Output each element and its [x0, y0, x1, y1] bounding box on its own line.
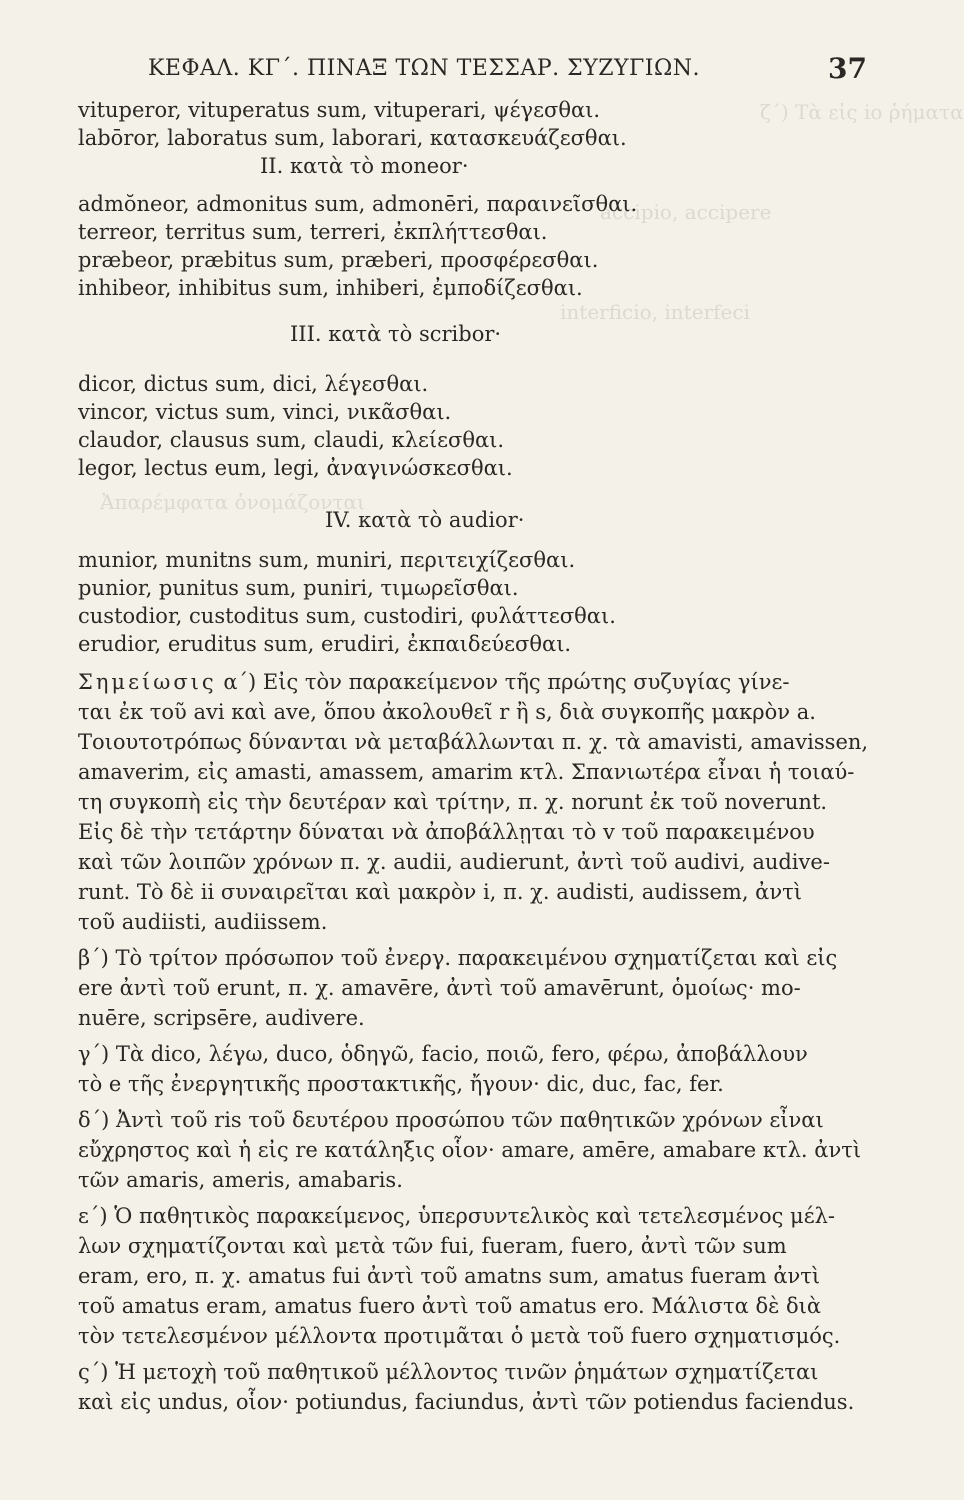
show-through-text: ζ΄) Τὰ εἰς io ῥήματα [760, 100, 964, 124]
notes-line: ς΄) Ἡ μετοχὴ τοῦ παθητικοῦ μέλλοντος τινῶν ῥημάτων σχηματίζεται [78, 1360, 819, 1384]
notes-first-line [78, 668, 789, 696]
notes-line: amaverim, εἰς amasti, amassem, amarim κτλ. Σπανιωτέρα εἶναι ἡ τοιαύ- [78, 760, 855, 784]
notes-label: Σημείωσις [78, 670, 217, 694]
conjugation-line: legor, lectus eum, legi, ἀναγινώσκεσθαι. [78, 456, 513, 480]
section-heading-3: III. κατὰ τὸ scribor· [290, 322, 502, 346]
conjugation-line: dicor, dictus sum, dici, λέγεσθαι. [78, 372, 429, 396]
notes-line: Τοιουτοτρόπως δύνανται νὰ μεταβάλλωνται π. χ. τὰ amavisti, amavissen, [78, 730, 869, 754]
notes-line: τὸν τετελεσμένον μέλλοντα προτιμᾶται ὁ μετὰ τοῦ fuero σχηματισμός. [78, 1324, 841, 1348]
notes-line: β΄) Τὸ τρίτον πρόσωπον τοῦ ἐνεργ. παρακειμένου σχηματίζεται καὶ εἰς [78, 946, 838, 970]
notes-line: τοῦ amatus eram, amatus fuero ἀντὶ τοῦ amatus ero. Μάλιστα δὲ διὰ [78, 1294, 822, 1318]
notes-line: τῶν amaris, ameris, amabaris. [78, 1168, 403, 1192]
conjugation-line: vincor, victus sum, vinci, νικᾶσθαι. [78, 400, 452, 424]
conjugation-line: admŏneor, admonitus sum, admonēri, παραινεῖσθαι. [78, 192, 638, 216]
notes-line: λων σχηματίζονται καὶ μετὰ τῶν fui, fueram, fuero, ἀντὶ τῶν sum [78, 1234, 787, 1258]
conjugation-line: munior, munitns sum, muniri, περιτειχίζεσθαι. [78, 548, 576, 572]
conjugation-line: præbeor, præbitus sum, præberi, προσφέρεσθαι. [78, 248, 599, 272]
notes-line: ere ἀντὶ τοῦ erunt, π. χ. amavēre, ἀντὶ τοῦ amavērunt, ὁμοίως· mo- [78, 976, 801, 1000]
notes-line: runt. Τὸ δὲ ii συναιρεῖται καὶ μακρὸν i, π. χ. audisti, audissem, ἀντὶ [78, 880, 802, 904]
conjugation-line: erudior, eruditus sum, erudiri, ἐκπαιδεύεσθαι. [78, 632, 572, 656]
conjugation-line: claudor, clausus sum, claudi, κλείεσθαι. [78, 428, 505, 452]
notes-line: καὶ εἰς undus, οἷον· potiundus, faciundus, ἀντὶ τῶν potiendus faciendus. [78, 1390, 855, 1414]
show-through-text: Ἀπαρέμφατα ὀνομάζονται [100, 490, 365, 514]
section-heading-4: IV. κατὰ τὸ audior· [325, 508, 525, 532]
conjugation-line: labōror, laboratus sum, laborari, κατασκευάζεσθαι. [78, 126, 627, 150]
page-number: 37 [828, 52, 867, 85]
notes-line: α΄) Εἰς τὸν παρακείμενον τῆς πρώτης συζυγίας γίνε- [223, 670, 790, 694]
notes-line: Εἰς δὲ τὴν τετάρτην δύναται νὰ ἀποβάλλῃται τὸ v τοῦ παρακειμένου [78, 820, 815, 844]
notes-line: nuēre, scripsēre, audivere. [78, 1006, 365, 1030]
notes-line: δ΄) Ἀντὶ τοῦ ris τοῦ δευτέρου προσώπου τῶν παθητικῶν χρόνων εἶναι [78, 1108, 824, 1132]
show-through-text: interficio, interfeci [560, 300, 750, 324]
notes-line: τη συγκοπὴ εἰς τὴν δευτέραν καὶ τρίτην, π. χ. norunt ἐκ τοῦ noverunt. [78, 790, 828, 814]
notes-line: καὶ τῶν λοιπῶν χρόνων π. χ. audii, audierunt, ἀντὶ τοῦ audivi, audive- [78, 850, 830, 874]
section-heading-2: II. κατὰ τὸ moneor· [260, 154, 469, 178]
notes-line: τοῦ audiisti, audiissem. [78, 910, 328, 934]
conjugation-line: punior, punitus sum, puniri, τιμωρεῖσθαι. [78, 576, 519, 600]
notes-line: ται ἐκ τοῦ avi καὶ ave, ὅπου ἀκολουθεῖ r ἢ s, διὰ συγκοπῆς μακρὸν a. [78, 700, 816, 724]
conjugation-line: vituperor, vituperatus sum, vituperari, ψέγεσθαι. [78, 98, 601, 122]
conjugation-line: custodior, custoditus sum, custodiri, φυλάττεσθαι. [78, 604, 616, 628]
running-header: ΚΕΦΑΛ. ΚΓ΄. ΠΙΝΑΞ ΤΩΝ ΤΕΣΣΑΡ. ΣΥΖΥΓΙΩΝ. [148, 56, 700, 81]
show-through-text: accipio, accipere [600, 200, 772, 224]
notes-line: ε΄) Ὁ παθητικὸς παρακείμενος, ὑπερσυντελικὸς καὶ τετελεσμένος μέλ- [78, 1204, 835, 1228]
conjugation-line: inhibeor, inhibitus sum, inhiberi, ἐμποδίζεσθαι. [78, 276, 583, 300]
notes-line: εὔχρηστος καὶ ἡ εἰς re κατάληξις οἷον· amare, amēre, amabare κτλ. ἀντὶ [78, 1138, 862, 1162]
notes-line: τὸ e τῆς ἐνεργητικῆς προστακτικῆς, ἤγουν· dic, duc, fac, fer. [78, 1072, 724, 1096]
conjugation-line: terreor, territus sum, terreri, ἐκπλήττεσθαι. [78, 220, 548, 244]
notes-line: eram, ero, π. χ. amatus fui ἀντὶ τοῦ amatns sum, amatus fueram ἀντὶ [78, 1264, 821, 1288]
notes-line: γ΄) Τὰ dico, λέγω, duco, ὁδηγῶ, facio, ποιῶ, fero, φέρω, ἀποβάλλουν [78, 1042, 808, 1066]
